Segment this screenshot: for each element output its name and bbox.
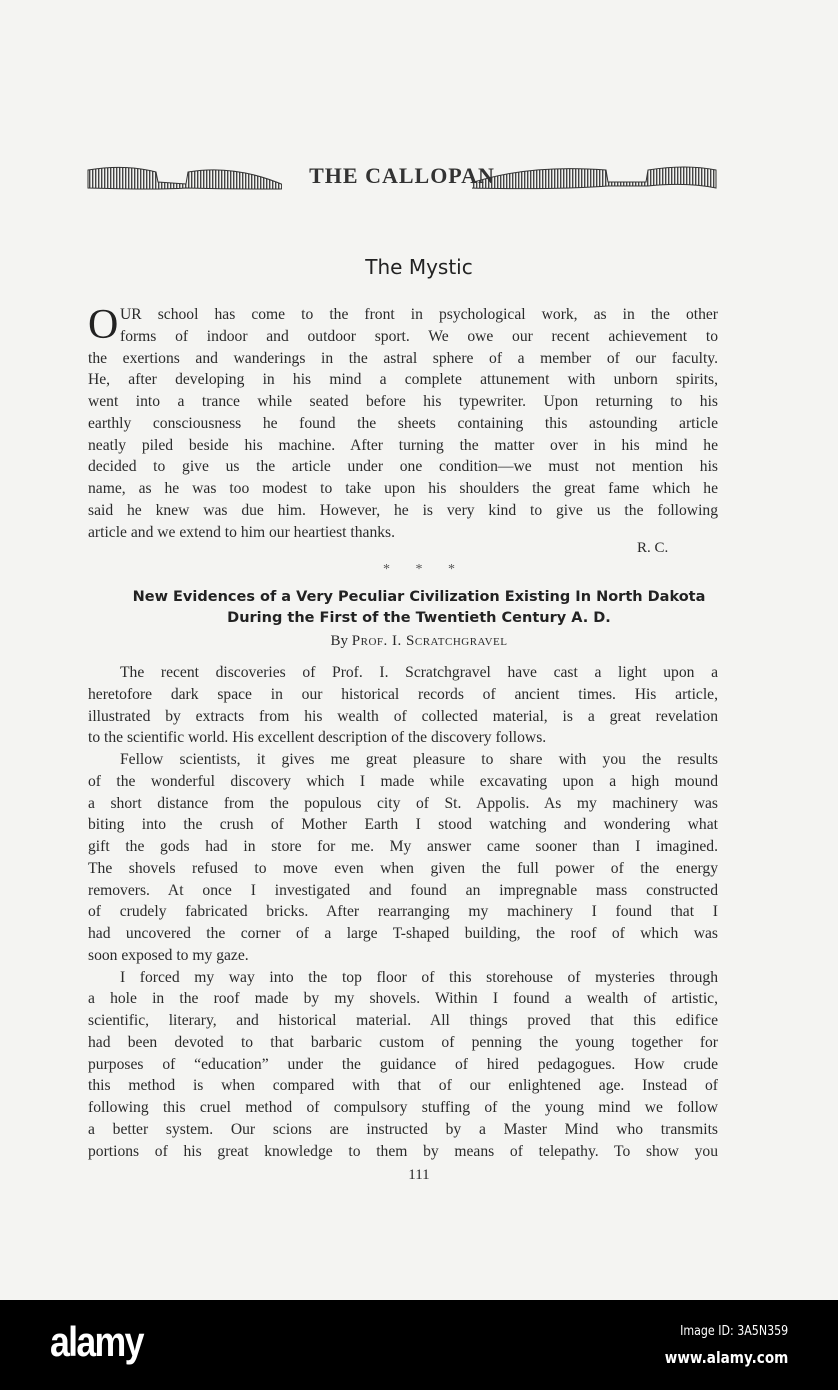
text-line: of crudely fabricated bricks. After rearranging my machinery I found that I: [88, 903, 718, 921]
alamy-logo: alamy: [50, 1318, 143, 1365]
text-line: He, after developing in his mind a complete attunement with unborn spirits,: [88, 371, 718, 389]
text-line: forms of indoor and outdoor sport. We owe our recent achievement to: [120, 327, 718, 345]
text-line: decided to give us the article under one condition—we must not mention his: [88, 458, 718, 476]
text-line: a short distance from the populous city of St. Appolis. As my machinery was: [88, 794, 718, 812]
text-line: had been devoted to that barbaric custom of penning the young together for: [88, 1033, 718, 1051]
byline: [0, 633, 838, 650]
text-line: heretofore dark space in our historical records of ancient times. His article,: [88, 685, 718, 703]
text-line: to the scientific world. His excellent description of the discovery follows.: [88, 729, 547, 747]
drop-cap: O: [88, 302, 119, 348]
text-line: The shovels refused to move even when given the full power of the energy: [88, 859, 718, 877]
text-line: article and we extend to him our heartiest thanks.: [88, 523, 396, 541]
text-line: following this cruel method of compulsory stuffing of the young mind we follow: [88, 1099, 718, 1116]
text-line: portions of his great knowledge to them by means of telepathy. To show you: [88, 1142, 718, 1160]
text-line: the exertions and wanderings in the astral sphere of a member of our faculty.: [88, 349, 718, 367]
signature: R. C.: [637, 540, 669, 556]
watermark-footer: [0, 1300, 838, 1390]
header-banner: [86, 160, 718, 192]
article-intro: [88, 304, 718, 543]
text-line: purposes of “education” under the guidance of hired pedagogues. How crude: [88, 1055, 718, 1073]
text-line: neatly piled beside his machine. After turning the matter over in his mind he: [88, 436, 718, 454]
text-line: scientific, literary, and historical material. All things proved that this edifice: [88, 1012, 718, 1029]
separator: * * *: [383, 562, 455, 577]
image-id: Image ID: 3A5N359: [679, 1324, 788, 1339]
text-line: said he knew was due him. However, he is very kind to give us the following: [88, 501, 718, 519]
page-number: 111: [408, 1167, 430, 1183]
text-line: went into a trance while seated before his typewriter. Upon returning to his: [88, 393, 718, 410]
article2-body: [88, 662, 718, 1162]
text-line: this method is when compared with that of our enlightened age. Instead of: [88, 1077, 718, 1095]
text-line: earthly consciousness he found the sheets containing this astounding article: [88, 414, 718, 432]
byline-author: Prof. I. Scratchgravel: [351, 633, 508, 649]
text-line: soon exposed to my gaze.: [88, 946, 249, 964]
text-line: of the wonderful discovery which I made while excavating upon a high mound: [88, 772, 718, 790]
text-line: removers. At once I investigated and found an impregnable mass constructed: [88, 881, 718, 899]
text-line: had uncovered the corner of a large T-shaped building, the roof of which was: [88, 925, 718, 942]
text-line: Fellow scientists, it gives me great pleasure to share with you the results: [120, 751, 718, 768]
text-line: a hole in the roof made by my shovels. Within I found a wealth of artistic,: [88, 990, 718, 1008]
text-line: The recent discoveries of Prof. I. Scratchgravel have cast a light upon a: [120, 664, 718, 681]
text-line: illustrated by extracts from his wealth of collected material, is a great revelation: [88, 707, 718, 725]
text-line: I forced my way into the top floor of this storehouse of mysteries through: [120, 968, 718, 986]
banner-title: THE CALLOPAN: [309, 163, 495, 188]
text-line: UR school has come to the front in psychological work, as in the other: [120, 306, 718, 323]
text-line: a better system. Our scions are instructed by a Master Mind who transmits: [88, 1120, 718, 1138]
byline-prefix: By: [330, 633, 349, 649]
article2-title-line1: New Evidences of a Very Peculiar Civilization Existing In North Dakota: [132, 589, 706, 605]
article2-title-line2: During the First of the Twentieth Century A. D.: [227, 610, 611, 626]
article-title: The Mystic: [365, 255, 473, 279]
text-line: name, as he was too modest to take upon his shoulders the great fame which he: [88, 480, 718, 497]
text-line: biting into the crush of Mother Earth I stood watching and wondering what: [88, 816, 718, 834]
text-line: gift the gods had in store for me. My answer came sooner than I imagined.: [88, 838, 718, 855]
watermark-url: www.alamy.com: [664, 1348, 788, 1367]
